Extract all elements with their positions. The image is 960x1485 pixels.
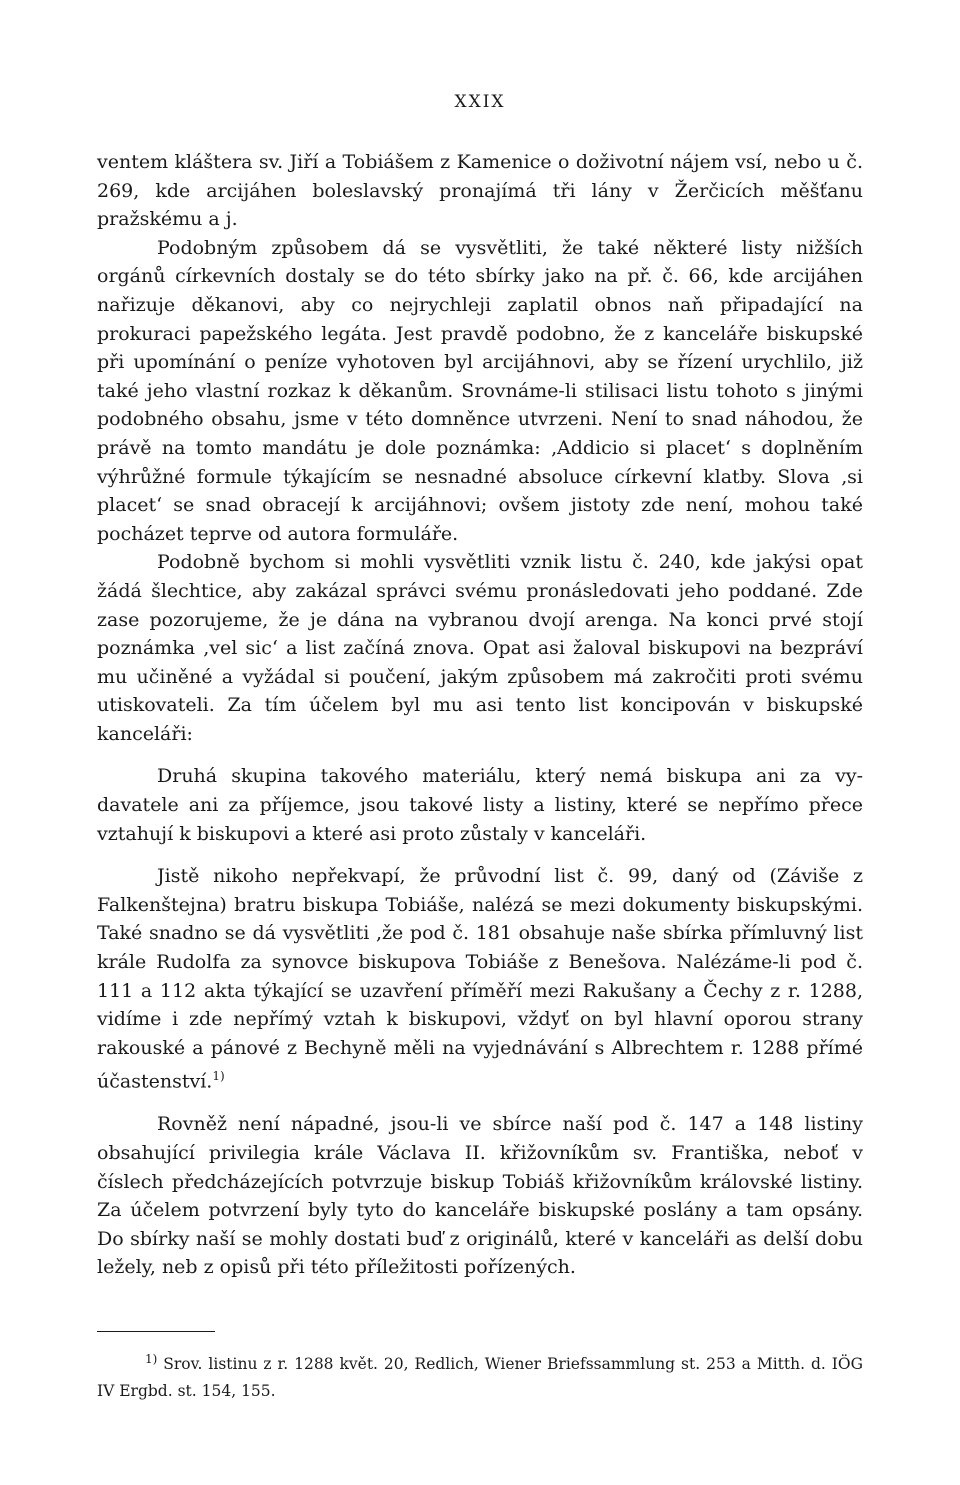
footnote-divider — [97, 1331, 215, 1332]
body-text — [97, 148, 863, 1282]
paragraph-lower-organs: Podobným způsobem dá se vysvětliti, že také některé listy nižších orgánů církevních dostaly se do této sbírky jako na př. č. 66, kde arcijáhen nařizuje děkanovi, aby co nejrychleji zaplatil obnos naň připadající na prokuraci papežského legáta. Jest pravdě podobno, že z kanceláře biskupské při upomínání o peníze vyhotoven byl arcijáhnovi, aby se řízení urychlilo, již také jeho vlastní rozkaz k děkanům. Srovnáme-li stilisaci listu tohoto s jinými podobného obsahu, jsme v této domněnce utvrzeni. Není to snad náhodou, že právě na tomto mandátu je dole poznámka: ‚Addicio si placet‘ s doplněním výhrůžné formule týkajícím se nesnadné absoluce církevní klatby. Slova ‚si placet‘ se snad obracejí k arcijáhnovi; ovšem jistoty zde není, mohou také pocházet teprve od autora formuláře. — [97, 236, 863, 545]
paragraph-letter-240: Podobně bychom si mohli vysvětliti vznik listu č. 240, kde jakýsi opat žádá šlechtice, aby zakázal správci svému pronásledovati jeho poddané. Zde zase pozorujeme, že je dána na vybranou dvojí arenga. Na konci prvé stojí poznámka ‚vel sic‘ a list začíná znova. Opat asi žaloval biskupovi na bezpráví mu učiněné a vyžádal si poučení, jakým způsobem má zakročiti proti svému utiskovateli. Za tím účelem byl mu asi tento list koncipován v biskupské kanceláři: — [97, 551, 863, 745]
page-number: XXIX — [454, 92, 506, 112]
paragraph-continuation: ventem kláštera sv. Jiří a Tobiášem z Kamenice o doživotní nájem vsí, nebo u č. 269, kde arcijáhen boleslavský pronajímá tři lány v Žerčicích měšťanu pražskému a j. — [97, 151, 863, 231]
paragraph-letter-99 — [97, 862, 863, 1096]
paragraph-second-group: Druhá skupina takového materiálu, který nemá biskupa ani za vydavatele ani za příjemce, jsou takové listy a listiny, které se nepřímo přece vztahují k biskupovi a které asi proto zůstaly v kanceláři. — [97, 765, 863, 845]
footnote-reference: 1) — [212, 1069, 225, 1084]
paragraph-privileges: Rovněž není nápadné, jsou-li ve sbírce naší pod č. 147 a 148 listiny obsahující privilegia krále Václava II. křižovníkům sv. Františka, neboť v číslech předcházejících potvrzuje biskup Tobiáš křižovníkům královské listiny. Za účelem potvrzení byly tyto do kanceláře biskupské poslány a tam opsány. Do sbírky naší se mohly dostati buď z originálů, které v kanceláři as delší dobu ležely, neb z opisů při této příležitosti pořízených. — [97, 1113, 863, 1279]
paragraph-letter-99-text: Jistě nikoho nepřekvapí, že průvodní list č. 99, daný od (Záviše z Falkenštejna) bratru biskupa Tobiáše, nalézá se mezi dokumenty biskupskými. Také snadno se dá vysvětliti ,že pod č. 181 obsahuje naše sbírka přímluvný list krále Rudolfa za synovce biskupova Tobiáše z Benešova. Nalézáme-li pod č. 111 a 112 akta týkající se uzavření příměří mezi Rakušany a Čechy z r. 1288, vidíme i zde nepřímý vztah k biskupovi, vždyť on byl hlavní oporou strany rakouské a pánové z Bechyně měli na vyjednávání s Albrechtem r. 1288 přímé účastenství. — [97, 865, 863, 1093]
footnote-mark: 1) — [145, 1352, 158, 1366]
footnote-text: Srov. listinu z r. 1288 květ. 20, Redlich, Wiener Briefssammlung st. 253 a Mitth. d. IÖG IV Ergbd. st. 154, 155. — [97, 1355, 863, 1401]
footnote-1 — [97, 1346, 863, 1405]
footnotes — [97, 1346, 863, 1405]
